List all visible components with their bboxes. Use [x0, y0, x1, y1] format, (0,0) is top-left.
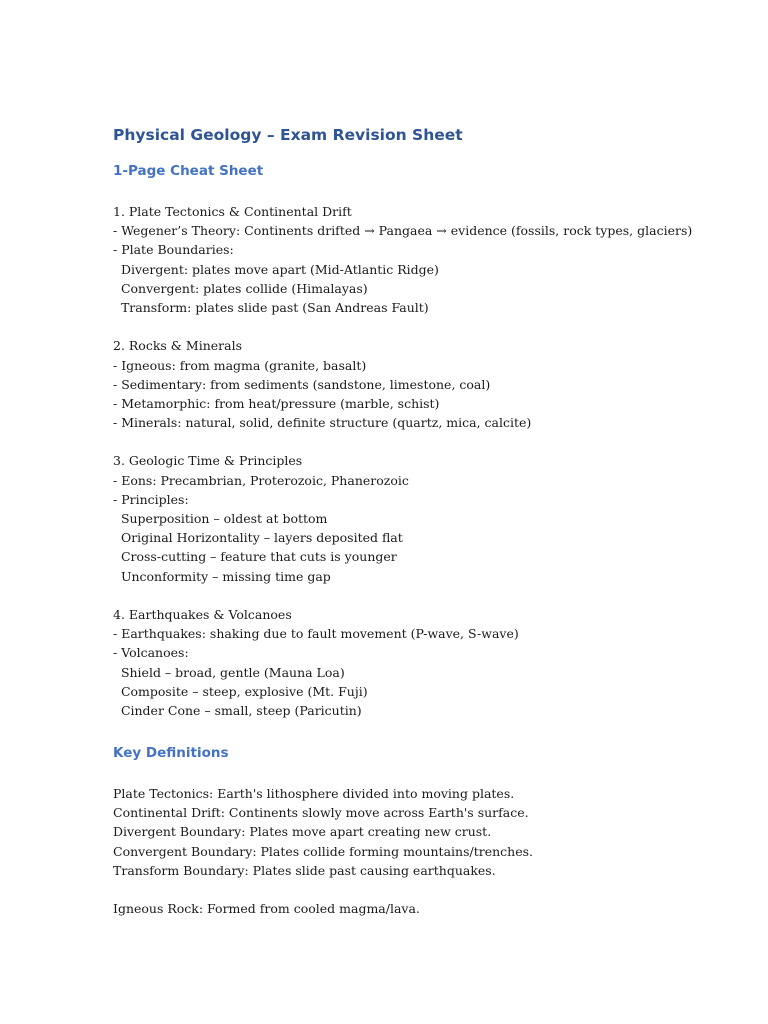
- definition-line: Igneous Rock: Formed from cooled magma/lava.: [113, 901, 420, 917]
- definition-line: Continental Drift: Continents slowly move across Earth's surface.: [113, 805, 529, 821]
- section-heading: 4. Earthquakes & Volcanoes: [113, 606, 292, 622]
- definition-line: Divergent Boundary: Plates move apart creating new crust.: [113, 824, 492, 840]
- section-heading: 3. Geologic Time & Principles: [113, 453, 303, 469]
- definition-line: Transform Boundary: Plates slide past causing earthquakes.: [113, 862, 496, 878]
- section-heading: 1. Plate Tectonics & Continental Drift: [113, 204, 352, 219]
- key-definitions-list: [113, 784, 753, 918]
- section-line: Convergent: plates collide (Himalayas): [113, 280, 368, 296]
- section-line: Divergent: plates move apart (Mid-Atlantic Ridge): [113, 261, 439, 277]
- section-line: Composite – steep, explosive (Mt. Fuji): [113, 683, 368, 699]
- section-heading: 2. Rocks & Minerals: [113, 338, 242, 354]
- section-line: Shield – broad, gentle (Mauna Loa): [113, 664, 345, 680]
- section-line: Superposition – oldest at bottom: [113, 511, 328, 526]
- section-line: Cross-cutting – feature that cuts is younger: [113, 549, 397, 565]
- section-line: Unconformity – missing time gap: [113, 568, 331, 584]
- section-line: - Metamorphic: from heat/pressure (marble, schist): [113, 395, 440, 411]
- section-line: - Igneous: from magma (granite, basalt): [113, 357, 367, 373]
- section-line: - Earthquakes: shaking due to fault movement (P-wave, S-wave): [113, 626, 519, 642]
- section-line: - Volcanoes:: [113, 645, 189, 661]
- section-line: - Eons: Precambrian, Proterozoic, Phanerozoic: [113, 472, 409, 488]
- definition-line: Convergent Boundary: Plates collide forming mountains/trenches.: [113, 843, 533, 859]
- cheat-sheet-body: [113, 202, 753, 720]
- section-line: - Minerals: natural, solid, definite structure (quartz, mica, calcite): [113, 415, 532, 431]
- section-line: Cinder Cone – small, steep (Paricutin): [113, 702, 362, 718]
- page-title: Physical Geology – Exam Revision Sheet: [113, 126, 463, 144]
- key-definitions-heading: Key Definitions: [113, 745, 229, 762]
- document-page: [113, 123, 753, 918]
- section-line: Transform: plates slide past (San Andreas Fault): [113, 299, 429, 315]
- section-line: - Plate Boundaries:: [113, 242, 234, 258]
- section-line: - Wegener’s Theory: Continents drifted → Pangaea → evidence (fossils, rock types, glaciers): [113, 223, 693, 239]
- section-line: - Principles:: [113, 491, 189, 507]
- section-line: - Sedimentary: from sediments (sandstone, limestone, coal): [113, 376, 491, 392]
- page-subtitle: 1-Page Cheat Sheet: [113, 163, 264, 179]
- definition-line: Plate Tectonics: Earth's lithosphere divided into moving plates.: [113, 786, 515, 802]
- section-line: Original Horizontality – layers deposited flat: [113, 530, 403, 546]
